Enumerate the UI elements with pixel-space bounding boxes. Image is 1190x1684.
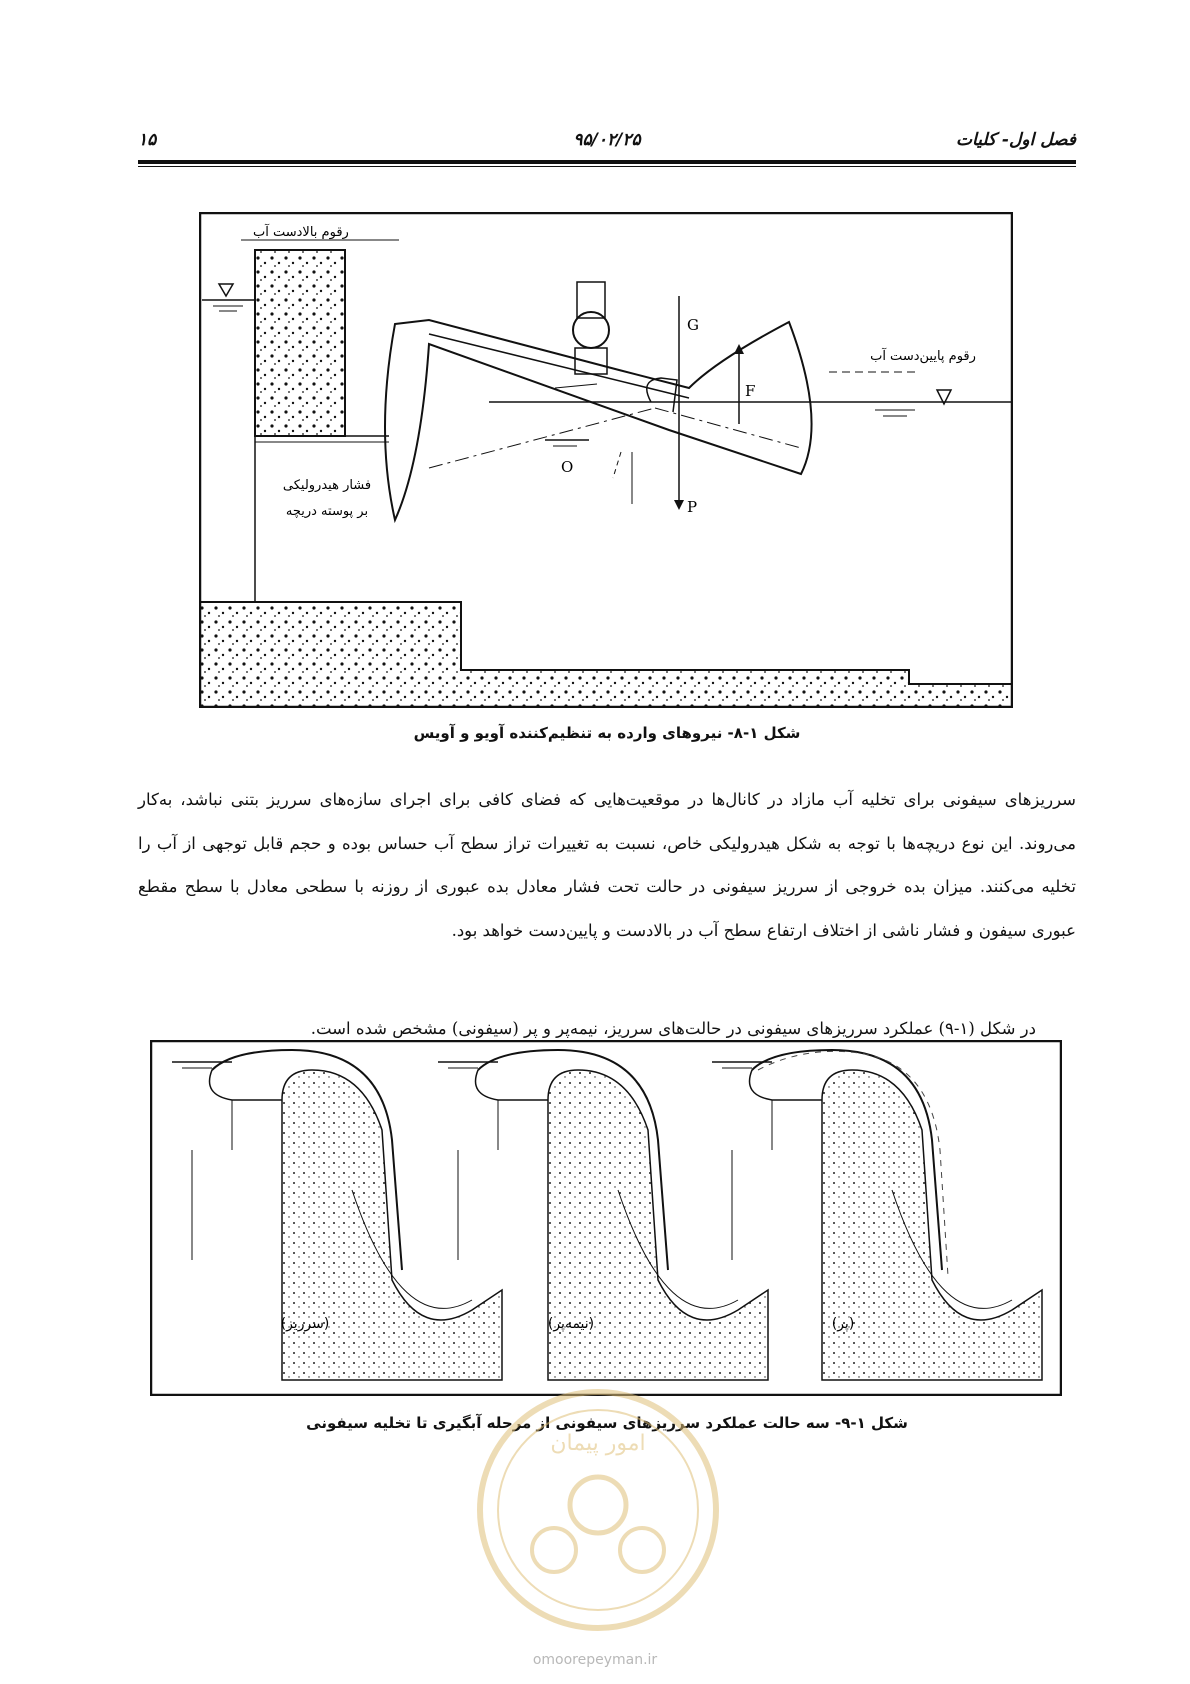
figure-2-caption: شکل ۱-۹- سه حالت عملکرد سرریزهای سیفونی از مرحله آبگیری تا تخلیه سیفونی: [306, 1414, 908, 1432]
state-half-full-label: (نیمه‌پر): [547, 1316, 595, 1332]
body-paragraph-2: در شکل (۱-۹) عملکرد سرریزهای سیفونی در حالت‌های سرریز، نیمه‌پر و پر (سیفونی) مشخص شده است.: [310, 1019, 1036, 1038]
header-rule: [138, 160, 1076, 164]
figure-1-gate-diagram: [199, 212, 1013, 708]
header-date: ۹۵/۰۲/۲۵: [573, 130, 641, 150]
body-paragraph-1: سرریزهای سیفونی برای تخلیه آب مازاد در کانال‌ها در موقعیت‌هایی که فضای کافی برای اجرای سازه‌های سرریز بتنی نباشد، به‌کار می‌روند. این نوع دریچه‌ها با توجه به شکل هیدرولیکی خاص، نسبت به تغییرات تراز سطح آب حساس بوده و حجم قابل توجهی از آب را تخلیه می‌کنند. میزان بده خروجی از سرریز سیفونی در حالت تحت فشار معادل بده عبوری از روزنه با سطحی معادل با سطح مقطع عبوری سیفون و فشار ناشی از اختلاف ارتفاع سطح آب در بالادست و پایین‌دست خواهد بود.: [138, 790, 1076, 940]
force-p-label: P: [687, 498, 698, 516]
pivot-o-label: O: [561, 458, 574, 476]
seal-text: امور پیمان: [550, 1431, 646, 1456]
force-f-label: F: [745, 382, 756, 400]
page-number: ۱۵: [138, 130, 157, 150]
state-full-label: (پر): [831, 1316, 855, 1332]
footer-site: omoorepeyman.ir: [532, 1652, 658, 1668]
figure-1-caption: شکل ۱-۸- نیروهای وارده به تنظیم‌کننده آویو و آویس: [413, 724, 801, 742]
hydraulic-pressure-label-1: فشار هیدرولیکی: [282, 478, 372, 493]
hydraulic-pressure-label-2: بر پوسته دریچه: [285, 504, 369, 519]
force-g-label: G: [687, 316, 699, 334]
header-rule-thin: [138, 166, 1076, 167]
state-overflow-label: (سرریز): [280, 1316, 330, 1332]
watermark-seal: [468, 1380, 728, 1640]
chapter-title: فصل اول- کلیات: [956, 130, 1076, 150]
downstream-level-label: رقوم پایین‌دست آب: [870, 349, 976, 364]
figure-2-siphon-states: [150, 1040, 1062, 1396]
page-header: [138, 120, 1076, 160]
upstream-level-label: رقوم بالادست آب: [253, 225, 349, 240]
